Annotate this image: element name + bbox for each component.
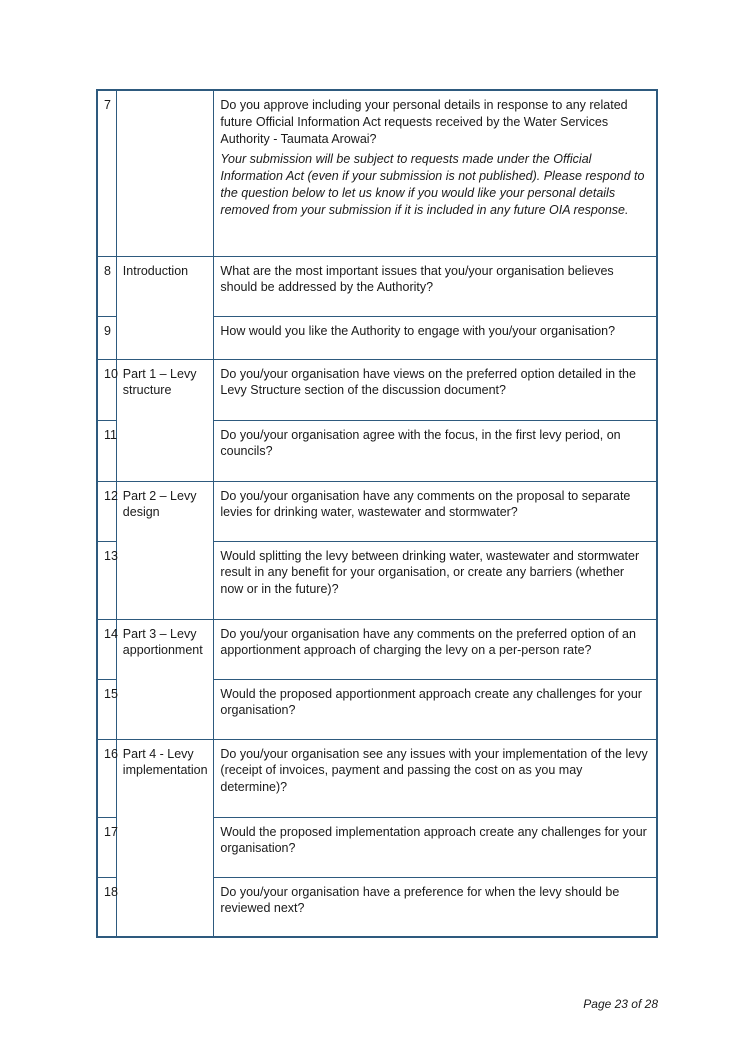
section-cell: Part 2 – Levy design (116, 481, 214, 619)
question-number: 8 (97, 256, 116, 316)
section-cell: Part 4 - Levy implementation (116, 739, 214, 937)
section-cell (116, 90, 214, 256)
question-number: 12 (97, 481, 116, 541)
question-note: Your submission will be subject to requests made under the Official Information Act (even if your submission is not published). Please respond to the question below to let us know if you would like your personal details removed from your submission if it is included in any future OIA response. (220, 152, 645, 217)
question-cell: Would the proposed apportionment approach create any challenges for your organisation? (214, 679, 657, 739)
question-number: 9 (97, 316, 116, 359)
question-cell: Would splitting the levy between drinking water, wastewater and stormwater result in any benefit for your organisation, or create any barriers (whether now or in the future)? (214, 541, 657, 619)
question-cell: Would the proposed implementation approach create any challenges for your organisation? (214, 817, 657, 877)
question-cell: Do you/your organisation agree with the focus, in the first levy period, on councils? (214, 420, 657, 481)
section-cell: Part 3 – Levy apportionment (116, 619, 214, 739)
table-row (97, 256, 657, 316)
question-cell: Do you/your organisation have a preference for when the levy should be reviewed next? (214, 877, 657, 937)
table-row (97, 739, 657, 817)
table-row (97, 90, 657, 256)
question-cell: Do you/your organisation have any comments on the preferred option of an apportionment approach of charging the levy on a per-person rate? (214, 619, 657, 679)
question-number: 17 (97, 817, 116, 877)
page-number: Page 23 of 28 (583, 997, 658, 1011)
questions-table (96, 89, 658, 938)
section-cell: Part 1 – Levy structure (116, 359, 214, 481)
table-row (97, 619, 657, 679)
question-number: 18 (97, 877, 116, 937)
question-number: 16 (97, 739, 116, 817)
question-number: 13 (97, 541, 116, 619)
table-row (97, 481, 657, 541)
question-cell (214, 90, 657, 256)
question-cell: How would you like the Authority to engage with you/your organisation? (214, 316, 657, 359)
table-row (97, 359, 657, 420)
section-cell: Introduction (116, 256, 214, 359)
question-number: 11 (97, 420, 116, 481)
question-cell: Do you/your organisation have views on the preferred option detailed in the Levy Structure section of the discussion document? (214, 359, 657, 420)
question-number: 15 (97, 679, 116, 739)
question-number: 14 (97, 619, 116, 679)
question-text: Do you approve including your personal details in response to any related future Official Information Act requests received by the Water Services Authority - Taumata Arowai? (220, 98, 628, 146)
question-cell: Do you/your organisation see any issues with your implementation of the levy (receipt of invoices, payment and passing the cost on as you may determine)? (214, 739, 657, 817)
question-number: 10 (97, 359, 116, 420)
question-number: 7 (97, 90, 116, 256)
question-cell: Do you/your organisation have any comments on the proposal to separate levies for drinking water, wastewater and stormwater? (214, 481, 657, 541)
question-cell: What are the most important issues that you/your organisation believes should be addressed by the Authority? (214, 256, 657, 316)
